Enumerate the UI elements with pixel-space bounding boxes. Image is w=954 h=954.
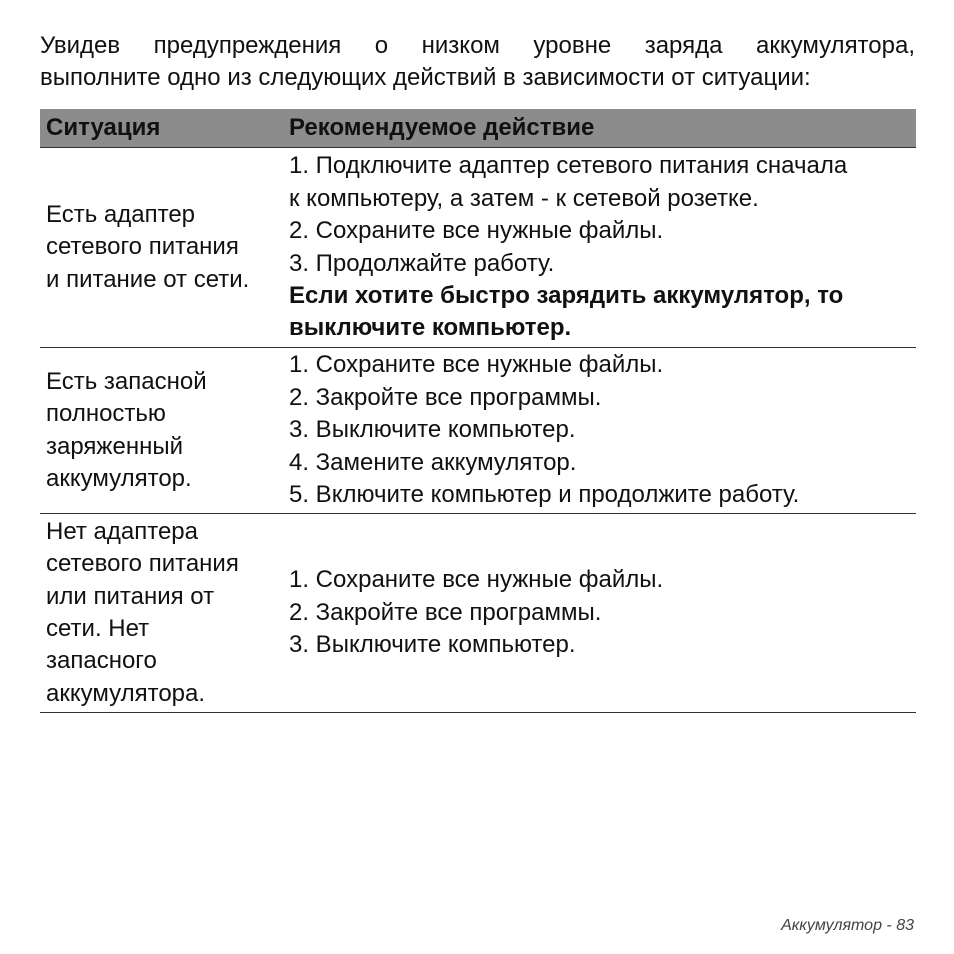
footer-section: Аккумулятор - [781,917,892,934]
situation-line: сетевого питания [46,233,239,261]
list-item: 2. Сохраните все нужные файлы. [289,217,664,245]
situation-line: сети. Нет [46,615,150,642]
table-row [40,514,916,713]
action-cell [285,514,916,713]
steps-list [289,564,916,661]
situation-line: запасного [46,647,157,675]
tip-line: Если хотите быстро зарядить аккумулятор, то [289,281,844,309]
list-item: 3. Продолжайте работу. [289,249,555,277]
header-situation: Ситуация [40,109,285,148]
situation-line: Есть запасной [46,367,207,395]
intro-line: выполните одно из следующих действий в зависимости от ситуации: [40,64,811,91]
list-item: 4. Замените аккумулятор. [289,448,577,476]
table-row [40,148,916,348]
list-item: 1. Сохраните все нужные файлы. [289,351,664,379]
table-header-row [40,109,916,148]
list-item: 3. Выключите компьютер. [289,631,576,659]
list-item: 5. Включите компьютер и продолжите работу. [289,481,800,509]
situation-cell [40,514,285,713]
header-action: Рекомендуемое действие [285,109,916,148]
action-cell [285,348,916,514]
situation-line: полностью [46,400,166,428]
situation-line: аккумулятор. [46,464,192,492]
tip-line: выключите компьютер. [289,314,572,342]
action-cell [285,148,916,348]
list-item: к компьютеру, а затем - к сетевой розетке. [289,184,759,212]
list-item: 2. Закройте все программы. [289,383,602,411]
page-number: 83 [896,917,914,934]
situation-line: и питание от сети. [46,265,250,293]
situation-line: Нет адаптера [46,517,199,545]
list-item: 1. Подключите адаптер сетевого питания сначала [289,152,848,180]
list-item: 2. Закройте все программы. [289,598,602,626]
situation-line: Есть адаптер [46,200,196,228]
situation-cell [40,348,285,514]
situation-cell [40,148,285,348]
table-row [40,348,916,514]
situation-line: заряженный [46,432,183,460]
steps-list [289,349,916,511]
situation-line: аккумулятора. [46,679,206,707]
page-footer [781,917,914,935]
situation-line: сетевого питания [46,550,239,578]
intro-paragraph [40,30,915,94]
list-item: 3. Выключите компьютер. [289,416,576,444]
battery-actions-table [40,109,916,713]
list-item: 1. Сохраните все нужные файлы. [289,566,664,594]
intro-line: Увидев предупреждения о низком уровне заряда аккумулятора, [40,32,915,59]
situation-line: или питания от [46,582,215,610]
steps-list [289,150,916,280]
tip-text [289,280,916,345]
